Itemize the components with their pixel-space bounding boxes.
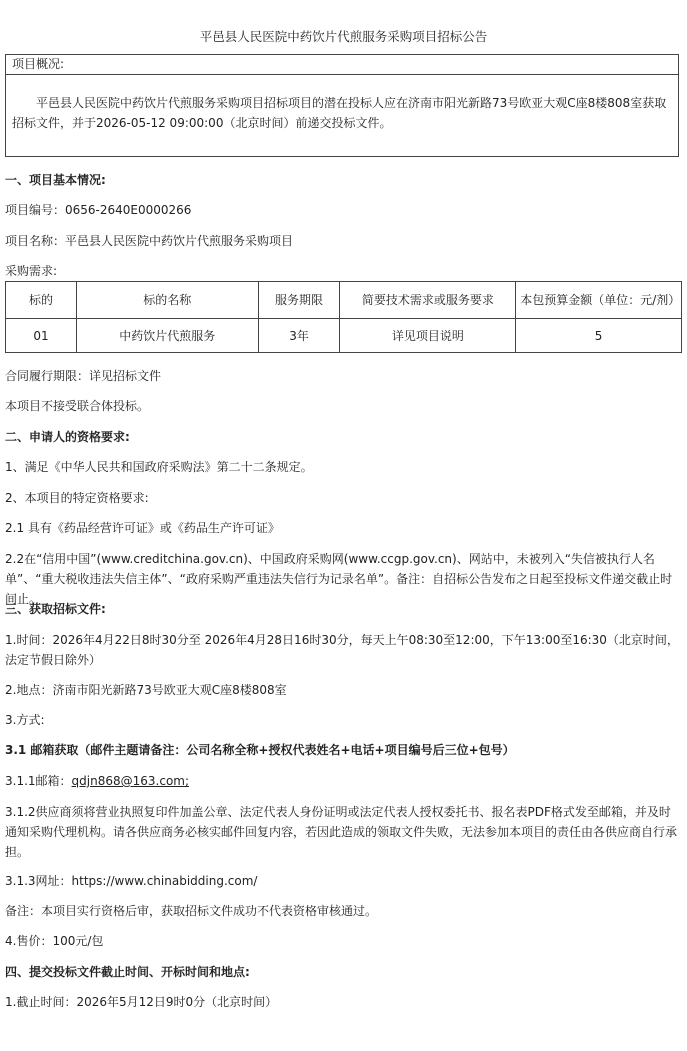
email-label: 3.1.1邮箱： [5, 774, 72, 788]
qualification-2-1: 2.1 具有《药品经营许可证》或《药品生产许可证》 [5, 521, 280, 535]
acquire-method: 3.方式: [5, 713, 45, 727]
section-1-heading: 一、项目基本情况: [5, 173, 106, 187]
no-consortium: 本项目不接受联合体投标。 [5, 399, 150, 413]
qualification-2-2: 2.2在“信用中国”(www.creditchina.gov.cn)、中国政府采购网(www.ccgp.gov.cn)、网站中，未被列入“失信被执行人名单”、“重大税收违法失信主体”、“政府采购严重违法失信行为记录名单”。备注：自招标公告发布之日起至投标文件递交截止时间止。 [5, 552, 673, 606]
table-header: 标的名称 [76, 282, 258, 319]
section-3-heading: 三、获取招标文件: [5, 602, 106, 616]
page-title: 平邑县人民医院中药饮片代煎服务采购项目招标公告 [199, 29, 488, 44]
contract-period: 合同履行期限：详见招标文件 [5, 369, 162, 383]
acquire-place: 2.地点：济南市阳光新路73号欧亚大观C座8楼808室 [5, 683, 287, 697]
table-cell: 详见项目说明 [340, 319, 516, 353]
table-header-row [6, 282, 682, 319]
table-cell: 5 [516, 319, 682, 353]
section-4-heading: 四、提交投标文件截止时间、开标时间和地点: [5, 965, 250, 979]
table-row [6, 319, 682, 353]
table-cell: 中药饮片代煎服务 [76, 319, 258, 353]
qualification-note: 备注：本项目实行资格后审，获取招标文件成功不代表资格审核通过。 [5, 904, 378, 918]
table-header: 标的 [6, 282, 77, 319]
qualification-1: 1、满足《中华人民共和国政府采购法》第二十二条规定。 [5, 460, 313, 474]
table-header: 本包预算金额（单位：元/剂） [516, 282, 682, 319]
email-link[interactable]: qdjn868@163.com; [71, 774, 190, 788]
demand-label: 采购需求: [5, 264, 58, 278]
project-name: 项目名称：平邑县人民医院中药饮片代煎服务采购项目 [5, 234, 294, 248]
price: 4.售价：100元/包 [5, 934, 104, 948]
project-number: 项目编号：0656-2640E0000266 [5, 203, 192, 217]
table-header: 简要技术需求或服务要求 [340, 282, 516, 319]
overview-label: 项目概况: [6, 55, 678, 75]
email-line [5, 772, 681, 790]
requirements-table [5, 281, 682, 353]
table-cell: 01 [6, 319, 77, 353]
email-detail: 3.1.2供应商须将营业执照复印件加盖公章、法定代表人身份证明或法定代表人授权委托书、报名表PDF格式发至邮箱，并及时通知采购代理机构。请各供应商务必核实邮件回复内容，若因此造成的领取文件失败，无法参加本项目的责任由各供应商自行承担。 [5, 805, 678, 859]
acquire-time: 1.时间：2026年4月22日8时30分至 2026年4月28日16时30分，每天上午08:30至12:00，下午13:00至16:30（北京时间，法定节假日除外） [5, 633, 679, 667]
email-acquire-title: 3.1 邮箱获取（邮件主题请备注：公司名称全称+授权代表姓名+电话+项目编号后三位+包号） [5, 743, 515, 757]
qualification-2: 2、本项目的特定资格要求: [5, 491, 149, 505]
table-cell: 3年 [258, 319, 340, 353]
overview-box [5, 54, 679, 157]
website: 3.1.3网址：https://www.chinabidding.com/ [5, 874, 258, 888]
deadline: 1.截止时间：2026年5月12日9时0分（北京时间） [5, 995, 278, 1009]
section-2-heading: 二、申请人的资格要求: [5, 430, 130, 444]
table-header: 服务期限 [258, 282, 340, 319]
overview-text: 平邑县人民医院中药饮片代煎服务采购项目招标项目的潜在投标人应在济南市阳光新路73号欧亚大观C座8楼808室获取招标文件，并于2026-05-12 09:00:00（北京时间）前递交投标文件。 [12, 96, 667, 130]
